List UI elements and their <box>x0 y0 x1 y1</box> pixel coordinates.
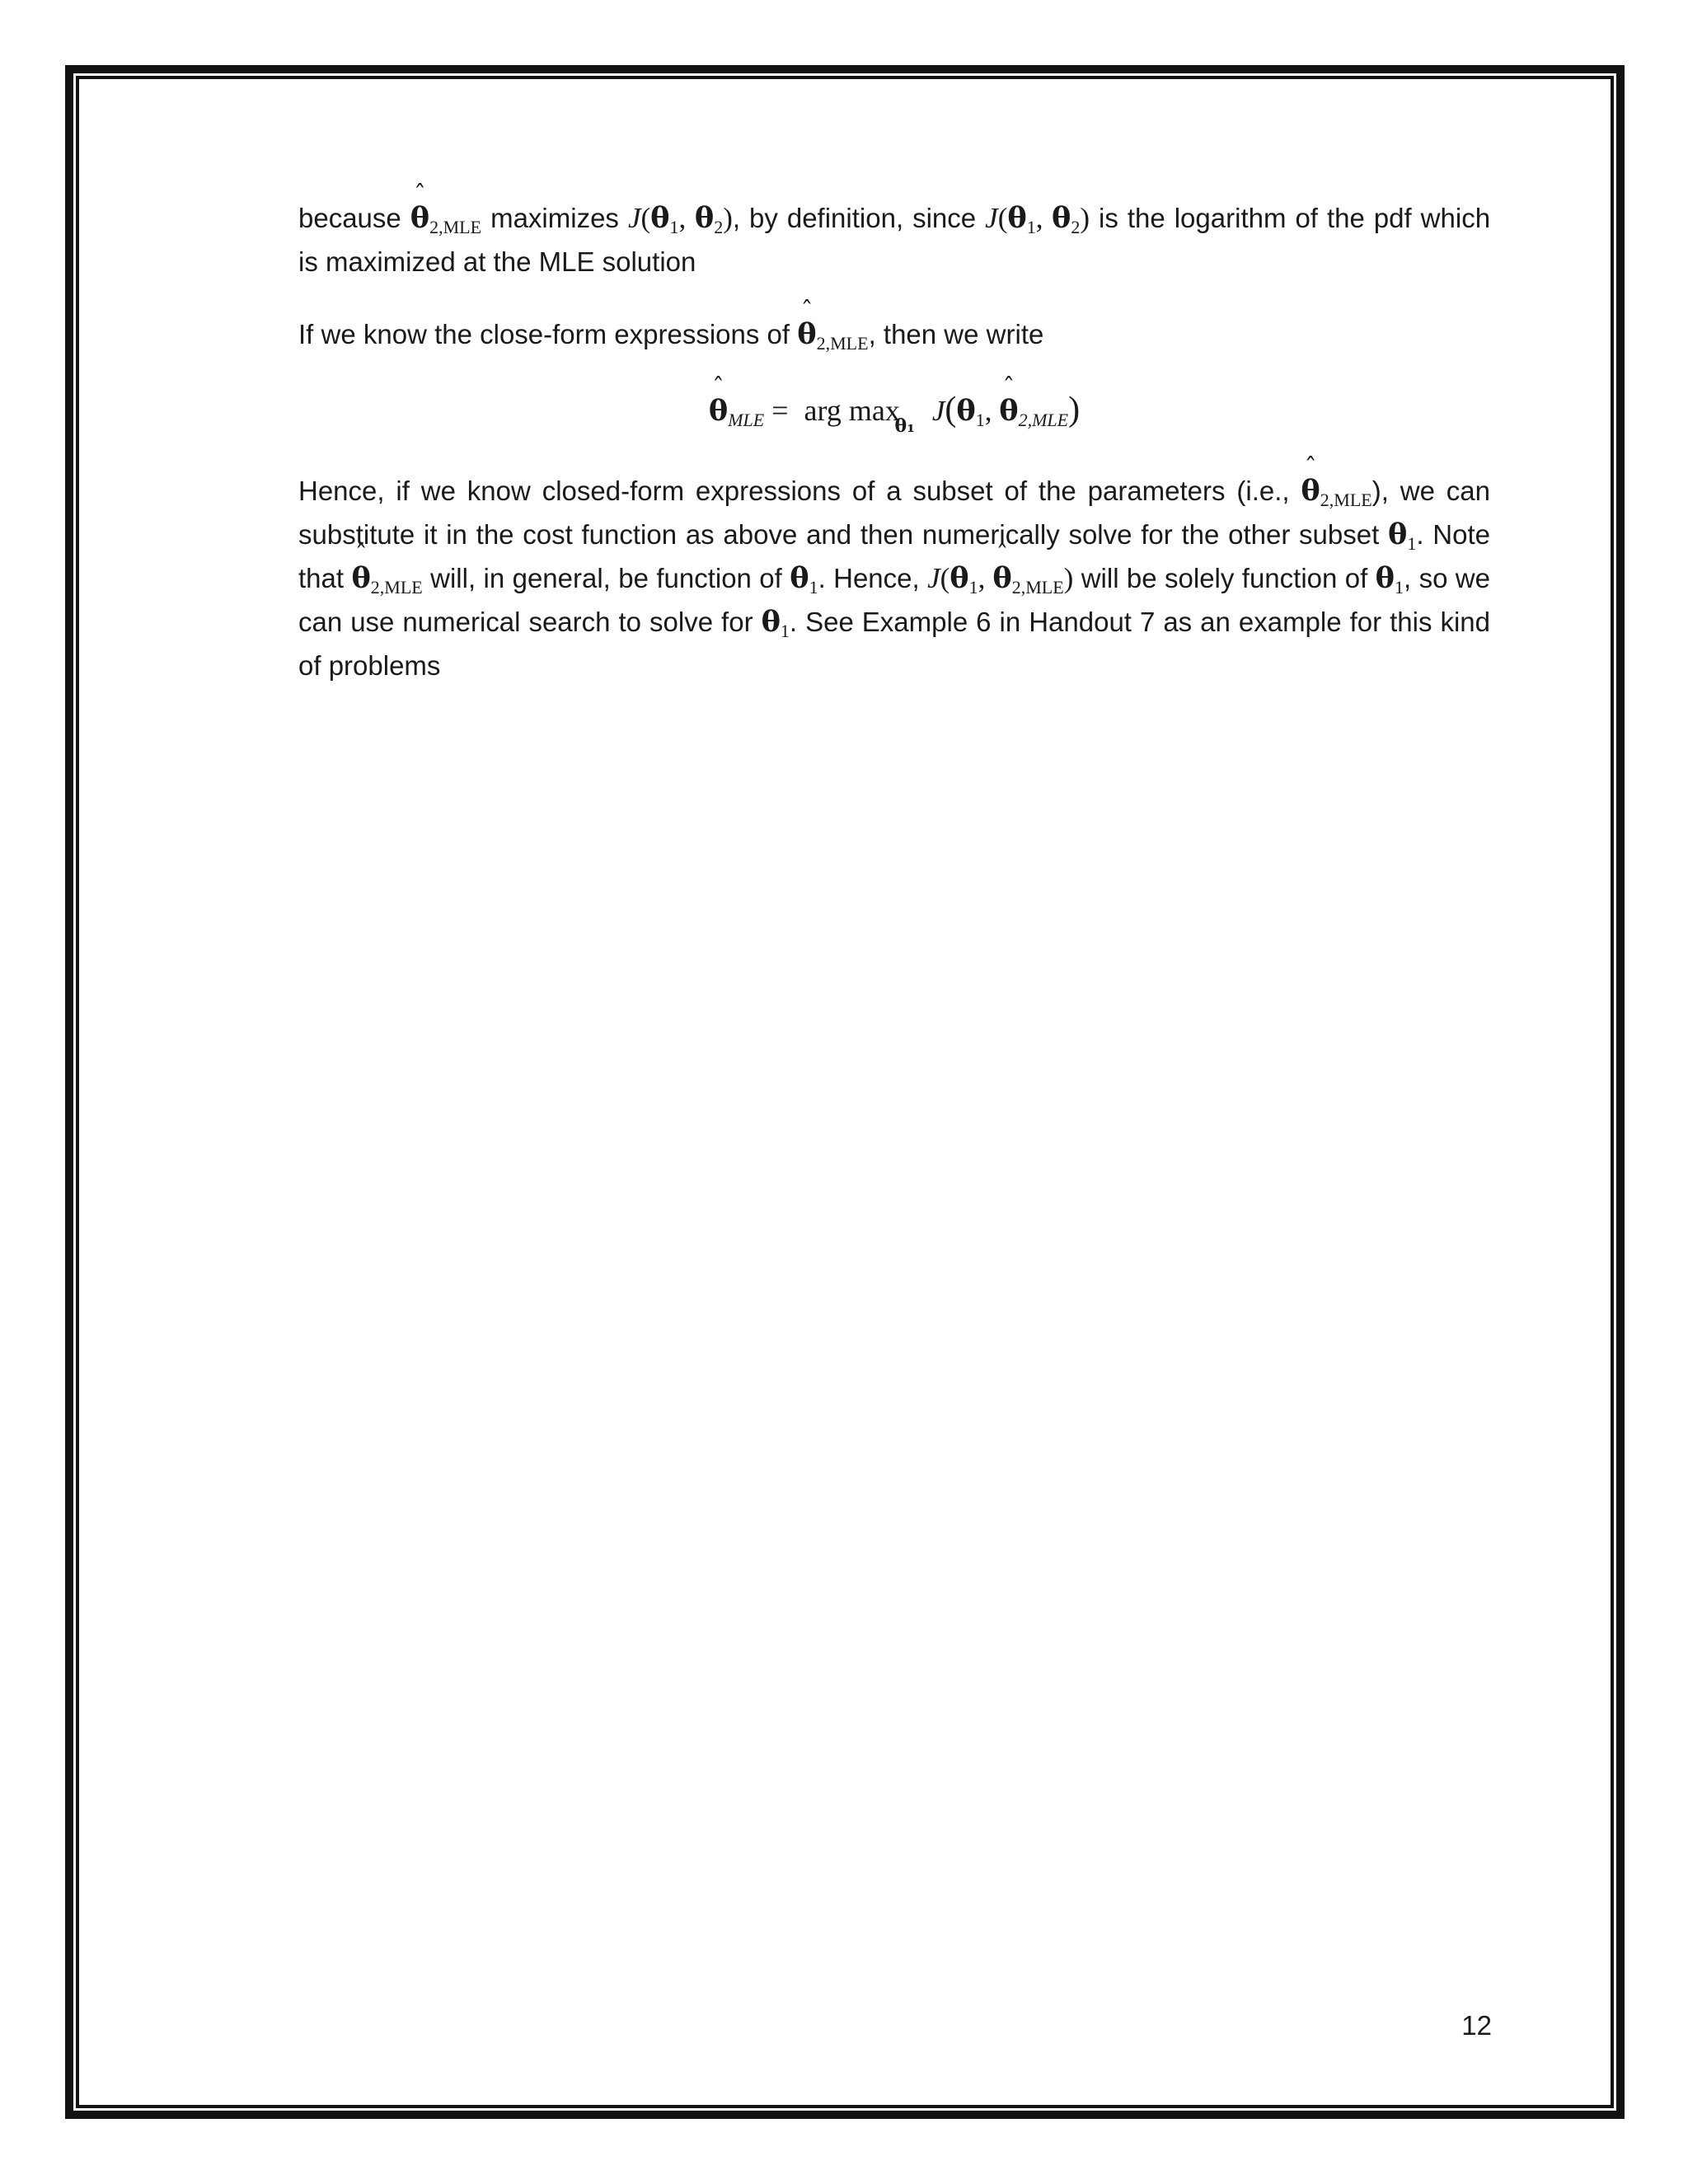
theta-hat-mle: ˆ $\theta_{MLE}$ <box>709 395 764 427</box>
theta-1: $\theta_1$ <box>1375 561 1404 598</box>
theta-hat-2-mle: ˆ $\theta_{2,MLE}$ <box>797 318 868 350</box>
paragraph-mle-definition: because ˆ $\theta_{2,MLE}$ maximizes $J(\theta_1$, $\theta_2$), by definition, since $J(\theta_1$, $\theta_2$) is the logarithm of the pdf which is maximized at the MLE solution <box>298 196 1490 284</box>
paragraph-numerical-search: Hence, if we know closed-form expressions of a subset of the parameters (i.e., ˆ $\theta_{2,MLE}$), we can substitute it in the cost function as above and then numerically solve for the other subset $\theta_1$. Note that ˆ $\theta_{2,MLE}$ will, in general, be function of $\theta_1$. Hence, $J(\theta_1$, ˆ $\theta_{2,MLE}$) will be solely function of $\theta_1$, so we can use numerical search to solve for $\theta_1$. See Example 6 in Handout 7 as an example for this kind of problems <box>298 469 1490 687</box>
cost-function-j: $J(\theta_1$, $\theta_2$) <box>627 201 733 237</box>
cost-function-j-substituted: $J(\theta_1$, ˆ $\theta_{2,MLE}$) <box>932 395 1080 427</box>
argmax-operator: arg max θ₁ <box>804 394 915 437</box>
theta-1: $\theta_1$ <box>790 561 818 598</box>
cost-function-j: $J(\theta_1$, $\theta_2$) <box>985 201 1090 237</box>
page-number: 12 <box>1461 2010 1492 2041</box>
page-content <box>298 196 1490 716</box>
paragraph-closed-form: If we know the close-form expressions of ˆ $\theta_{2,MLE}$, then we write <box>298 312 1490 356</box>
theta-1: $\theta_1$ <box>761 605 790 641</box>
theta-hat-2-mle: ˆ $\theta_{2,MLE}$ <box>351 562 422 594</box>
theta-1: $\theta_1$ <box>1388 518 1417 554</box>
cost-function-j-substituted: $J(\theta_1$, ˆ $\theta_{2,MLE}$) <box>927 562 1073 594</box>
argmax-equation: ˆ $\theta_{MLE}$ = arg max θ₁ $J(\theta_1$, ˆ $\theta_{2,MLE}$) <box>298 385 1490 436</box>
theta-hat-2-mle: ˆ $\theta_{2,MLE}$ <box>1301 475 1372 507</box>
theta-hat-2-mle: ˆ $\theta_{2,MLE}$ <box>410 202 481 234</box>
